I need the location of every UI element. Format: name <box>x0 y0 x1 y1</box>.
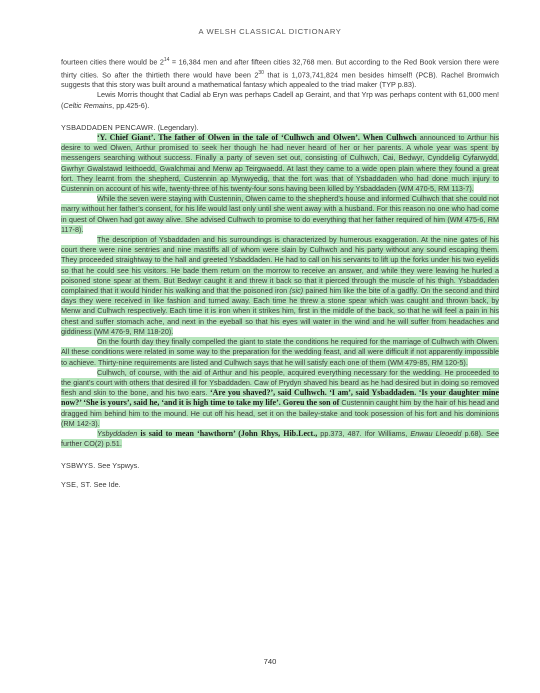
entry-paragraph-2 <box>61 194 499 235</box>
xref-text: See Ide. <box>93 479 121 489</box>
intro-text: Lewis Morris thought that Cadial ab Eryn was perhaps Cadell ap Geraint, and that Yrp was perhaps content with 61,000 men! ( <box>61 90 499 110</box>
book-title: Enwau Lleoedd <box>410 428 462 438</box>
entry-paragraph-6 <box>61 429 499 449</box>
entry-text: Culhwch, of course, with the aid of Arthur and his people, acquired everything necessary for the wedding. He proceeded to the giant’s court with others that desired ill for Ysbaddaden. Caw of Prydyn shaved his beard as he had desired but in doing so removed flesh and skin to the bone, and his two ears. <box>61 367 499 398</box>
intro-text: , pp.425-6). <box>112 100 150 110</box>
intro-paragraph-1 <box>61 55 499 90</box>
entry-gloss: (Legendary). <box>155 122 199 132</box>
entry-lead: ‘Y. Chief Giant’. The father of Olwen in the tale of ‘Culhwch and Olwen’. When Culhwch <box>97 133 417 143</box>
text-body <box>61 55 499 490</box>
entry-paragraph-4 <box>61 337 499 368</box>
intro-text: that is 1,073,741,824 men besides himself! (PCB). Rachel Bromwich suggests that this story was built around a mathematical fantasy which appealed to the triad maker (TYP p.83). <box>61 70 499 90</box>
entry-paragraph-5 <box>61 368 499 429</box>
entry-dialogue: ‘Are you shaved?’, said Culhwch. ‘I am’, said Ysbaddaden. ‘Is your daughter mine now?’ ‘She is yours’, said he, ‘and it is high time to take my life’. Goreu the son of <box>61 388 499 408</box>
page-number: 740 <box>263 657 277 666</box>
entry-paragraph-1 <box>61 133 499 194</box>
xref-headword: YSE, ST. <box>61 479 92 489</box>
xref-entry <box>61 480 499 490</box>
entry-text: On the fourth day they finally compelled the giant to state the conditions he required for the marriage of Culhwch with Olwen. All these conditions were related in some way to the preparation for the wedding feast, and all were difficult if not apparently impossible to achieve. Thirty-nine requirements are listed and Culhwch says that he will satisfy each one of them (WM 479-85, RM 120-5). <box>61 337 499 367</box>
xref-text: See Yspwys. <box>97 461 140 471</box>
entry-heading <box>61 123 499 133</box>
intro-paragraph-2 <box>61 90 499 110</box>
entry-text: pp.373, 487. Ifor Williams, <box>320 428 411 438</box>
intro-text: fourteen cities there would be 2 <box>61 57 164 67</box>
sic-note: (sic) <box>289 286 304 296</box>
superscript: 30 <box>258 69 264 76</box>
entry-text: pained him like the bite of a gadfly. On the second and third days they were received in like fashion and turned away. Each time he threw a stone spear which was caught and thrown back, by Menw and Culhwch respectively. Each time it is iron when it strikes him, first in the middle of the back, so that he will feel a pain in his chest and suffer stomach ache, and next in the eyeball so that his eyes will water in the wind and he will suffer from headaches and giddiness (WM 476-9, RM 118-20). <box>61 286 500 336</box>
entry-text: p.68). See further CO(2) p.51. <box>61 428 499 449</box>
entry-citation: is said to mean ‘hawthorn’ (John Rhys, Hib.Lect., <box>137 428 321 438</box>
superscript: 14 <box>163 57 170 63</box>
xref-entry <box>61 461 499 471</box>
running-title: A WELSH CLASSICAL DICTIONARY <box>198 27 342 36</box>
entry-text: Custennin caught him by the hair of his head and dragged him behind him to the mound. He cut off his head, set it on the bailey-stake and took posession of his fort and his dominions (RM 142-3). <box>61 398 499 428</box>
xref-headword: YSBWYS. <box>61 461 96 471</box>
intro-text: = 16,384 men and after fifteen cities 32,768 men. But according to the Red Book version there were thirty cities. So after the thirtieth there would have been 2 <box>61 57 499 80</box>
entry-term: Ysbyddaden <box>97 428 138 438</box>
entry-text: While the seven were staying with Custennin, Olwen came to the shepherd’s house and informed Culhwch that she could not marry without her father’s consent, for his life would last only until she went away with a husband. For this reason no one who had come in quest of Olwen had got away alive. She advised Culhwch to promise to do everything that her father required of him (WM 475-6, RM 117-8). <box>61 194 499 234</box>
entry-text: The description of Ysbaddaden and his surroundings is characterized by humerous exaggeration. At the nine gates of his court there were nine sentries and nine mastiffs all of whom were slain by Culhwch and his party without any sound escaping them. They proceeded straightway to the hall and greeted Ysbaddaden. He had to call on his servants to lift up the forks under his two eyelids so that he could see his visitors. He bade them return on the morrow to receive an answer, and while they were leaving he hurled a poisoned stone spear at them. But Bedwyr caught it and threw it back so that it pierced through the muscle of his thigh. Ysbaddaden complained that it would hinder his walking and that the poisoned iron <box>61 235 499 296</box>
headword: YSBADDADEN PENCAWR. <box>61 122 156 132</box>
entry-paragraph-3 <box>61 235 499 337</box>
book-title: Celtic Remains <box>63 100 113 110</box>
entry-text: announced to Arthur his desire to wed Olwen, Arthur promised to seek her though he had never heard of her or her parents. A whole year was spent by messengers searching without success. Finally a party of seven set out, consisting of Culhwch, Cai, Bedwyr, Cynddelig Cyfarwydd, Gwrhyr Gwalstawd Ieithoedd, Gwalchmai and Menw ap Teirgwaedd. At last they came to a wide open plain where they found a great fort. They learnt from the shepherd, Custennin ap Mynwyedig, that the fort was that of Ysbaddaden who had done much injury to Custennin on account of his wife, twenty-three of his twenty-four sons having been killed by Ysbaddaden (WM 470-5, RM 113-7). <box>61 133 499 194</box>
